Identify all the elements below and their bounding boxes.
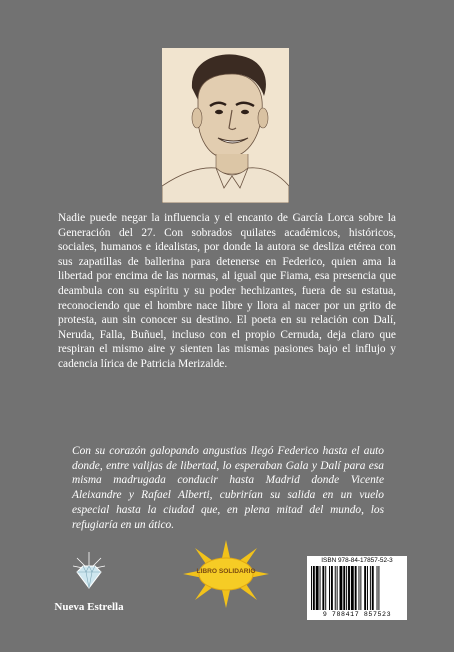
diamond-star-icon: [69, 552, 109, 594]
author-portrait: [162, 48, 289, 203]
isbn-text: ISBN 978-84-17857-52-3: [321, 557, 393, 564]
solidarity-seal: [183, 540, 269, 608]
barcode-bars: [311, 566, 403, 610]
barcode-digits: 9 788417 857523: [322, 611, 392, 618]
blurb-text: [58, 211, 396, 375]
publisher-name: Nueva Estrella: [54, 601, 124, 613]
blurb-paragraph: Nadie puede negar la influencia y el encanto de García Lorca sobre la Generación del 27. Con sobrados quilates académicos, históricos, sociales, humanos e idealistas, por donde la autora se desliza etérea con sus zapatillas de ballerina para detenerse en Federico, quien ama la libertad por encima de las normas, al igual que Fiama, esa presencia que deambula con su espíritu y su poder hechizantes, fuera de su estatua, reconociendo que el hombre nace libre y llora al nacer por un grito de protesta, aun sin conocer su destino. El poeta en su relación con Dalí, Neruda, Falla, Buñuel, incluso con el propio Cernuda, deja claro que respiran el mismo aire y sienten las mismas pasiones bajo el influjo y cadencia lírica de Patricia Merizalde.: [58, 212, 396, 370]
publisher-logo: [46, 552, 132, 613]
seal-label: LIBRO SOLIDARIO: [196, 568, 256, 575]
excerpt-quote: Con su corazón galopando angustias llegó Federico hasta el auto donde, entre valijas de libertad, lo esperaban Gala y Dalí para esa misma madrugada conducir hasta Madrid donde Vicente Aleixandre y Rafael Alberti, cubrirían su salida en un vuelo especial hasta la ciudad que, en plena mitad del mundo, los refugiaría en un ático.: [72, 445, 384, 531]
isbn-barcode: [307, 556, 407, 620]
